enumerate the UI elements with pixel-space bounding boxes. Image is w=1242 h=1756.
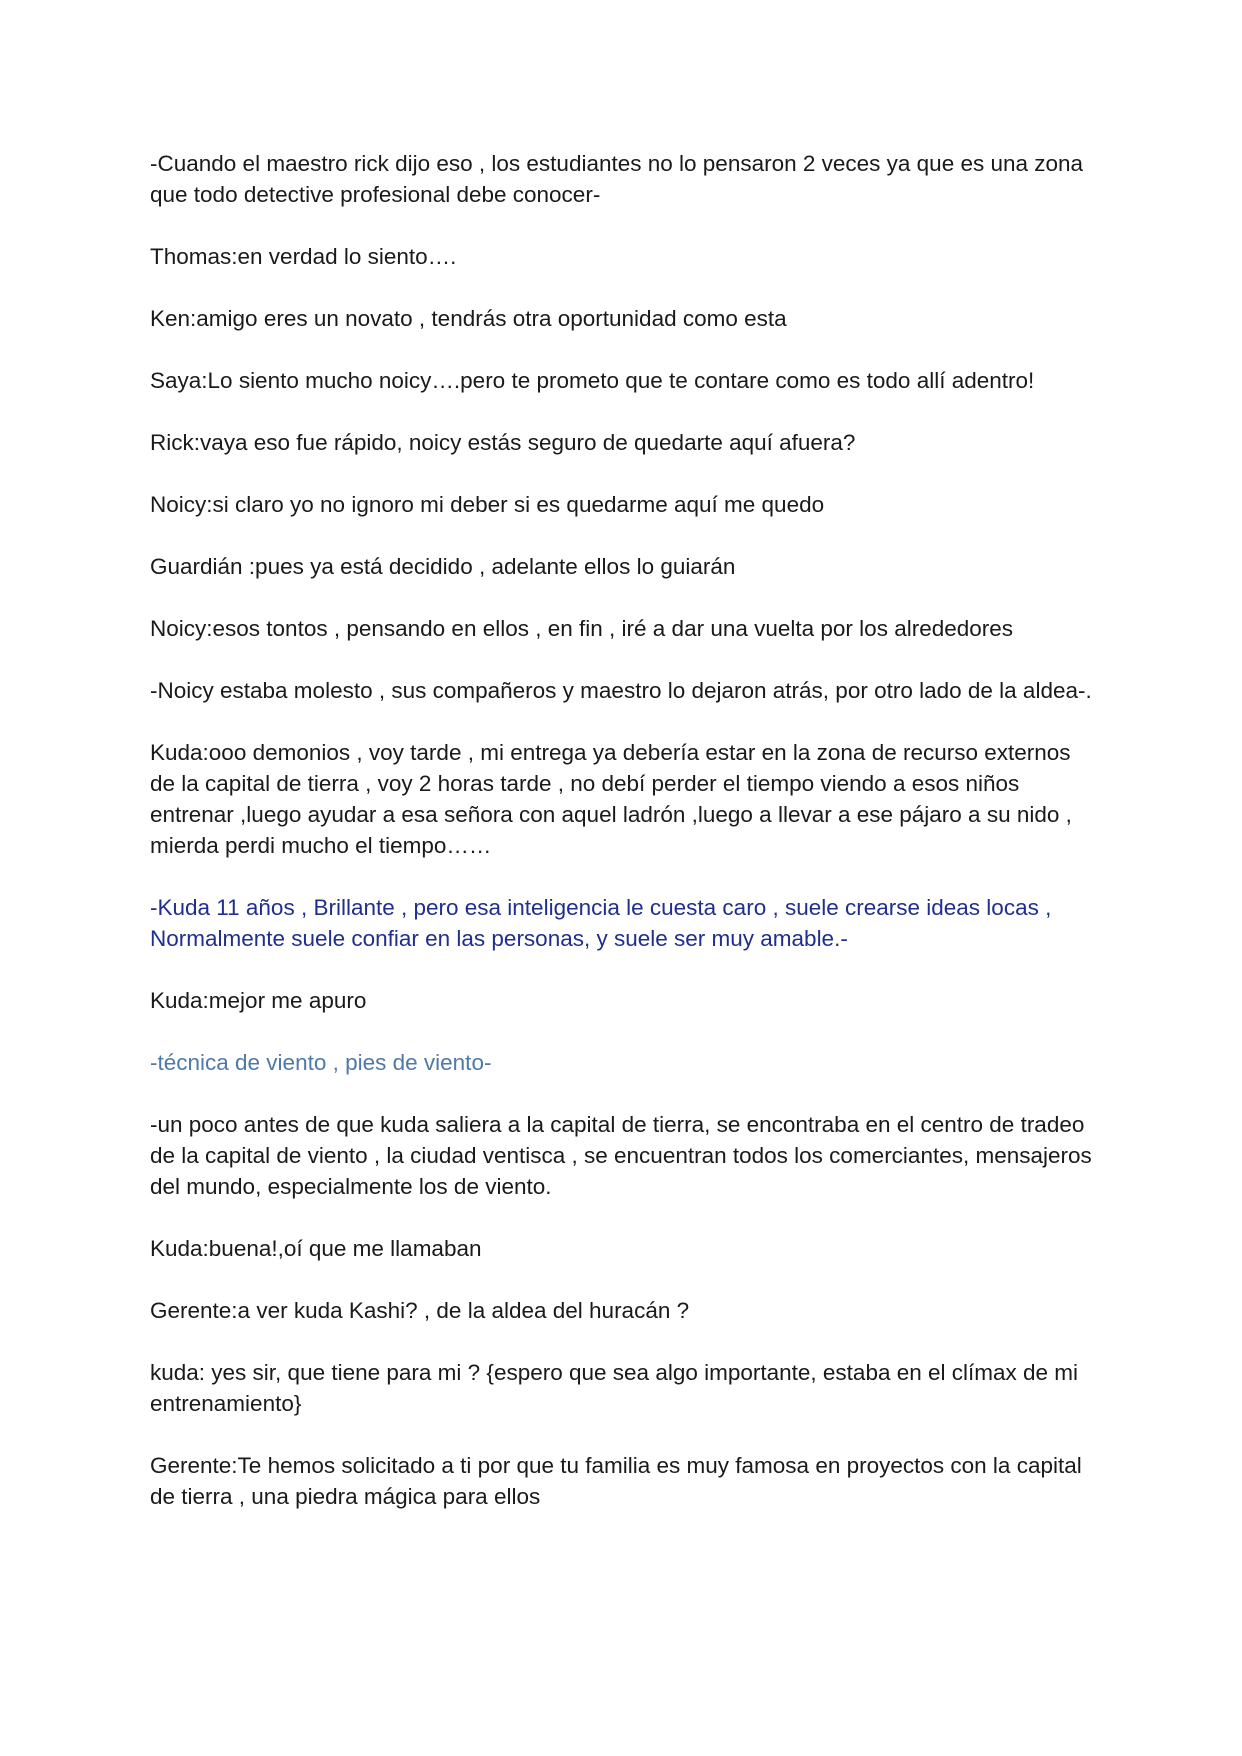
dialogue-rick: Rick:vaya eso fue rápido, noicy estás seguro de quedarte aquí afuera?	[150, 430, 856, 455]
dialogue-saya: Saya:Lo siento mucho noicy….pero te prometo que te contare como es todo allí adentro!	[150, 368, 1035, 393]
character-description-kuda: -Kuda 11 años , Brillante , pero esa inteligencia le cuesta caro , suele crearse ideas locas , Normalmente suele confiar en las personas, y suele ser muy amable.-	[150, 895, 1052, 951]
dialogue-gerente-2: Gerente:Te hemos solicitado a ti por que tu familia es muy famosa en proyectos con la capital de tierra , una piedra mágica para ellos	[150, 1453, 1082, 1509]
dialogue-gerente-1: Gerente:a ver kuda Kashi? , de la aldea del huracán ?	[150, 1298, 690, 1323]
dialogue-kuda-3: Kuda:buena!,oí que me llamaban	[150, 1236, 482, 1261]
dialogue-guardian: Guardián :pues ya está decidido , adelante ellos lo guiarán	[150, 554, 736, 579]
dialogue-kuda-1: Kuda:ooo demonios , voy tarde , mi entrega ya debería estar en la zona de recurso externos de la capital de tierra , voy 2 horas tarde , no debí perder el tiempo viendo a esos niños entrenar ,luego ayudar a esa señora con aquel ladrón ,luego a llevar a ese pájaro a su nido , mierda perdi mucho el tiempo……	[150, 740, 1072, 858]
paragraph-narration-2: -Noicy estaba molesto , sus compañeros y maestro lo dejaron atrás, por otro lado de la aldea-.	[150, 678, 1092, 703]
dialogue-noicy-1: Noicy:si claro yo no ignoro mi deber si es quedarme aquí me quedo	[150, 492, 825, 517]
document-body	[150, 148, 1100, 1543]
dialogue-thomas: Thomas:en verdad lo siento….	[150, 244, 457, 269]
paragraph-narration-3: -un poco antes de que kuda saliera a la capital de tierra, se encontraba en el centro de tradeo de la capital de viento , la ciudad ventisca , se encuentran todos los comerciantes, mensajeros del mundo, especialmente los de viento.	[150, 1112, 1092, 1199]
technique-callout: -técnica de viento , pies de viento-	[150, 1050, 492, 1075]
dialogue-kuda-2: Kuda:mejor me apuro	[150, 988, 367, 1013]
dialogue-noicy-2: Noicy:esos tontos , pensando en ellos , en fin , iré a dar una vuelta por los alrededores	[150, 616, 1014, 641]
dialogue-ken: Ken:amigo eres un novato , tendrás otra oportunidad como esta	[150, 306, 787, 331]
dialogue-kuda-4: kuda: yes sir, que tiene para mi ? {espero que sea algo importante, estaba en el clímax de mi entrenamiento}	[150, 1360, 1079, 1416]
paragraph-narration-1: -Cuando el maestro rick dijo eso , los estudiantes no lo pensaron 2 veces ya que es una zona que todo detective profesional debe conocer-	[150, 151, 1084, 207]
